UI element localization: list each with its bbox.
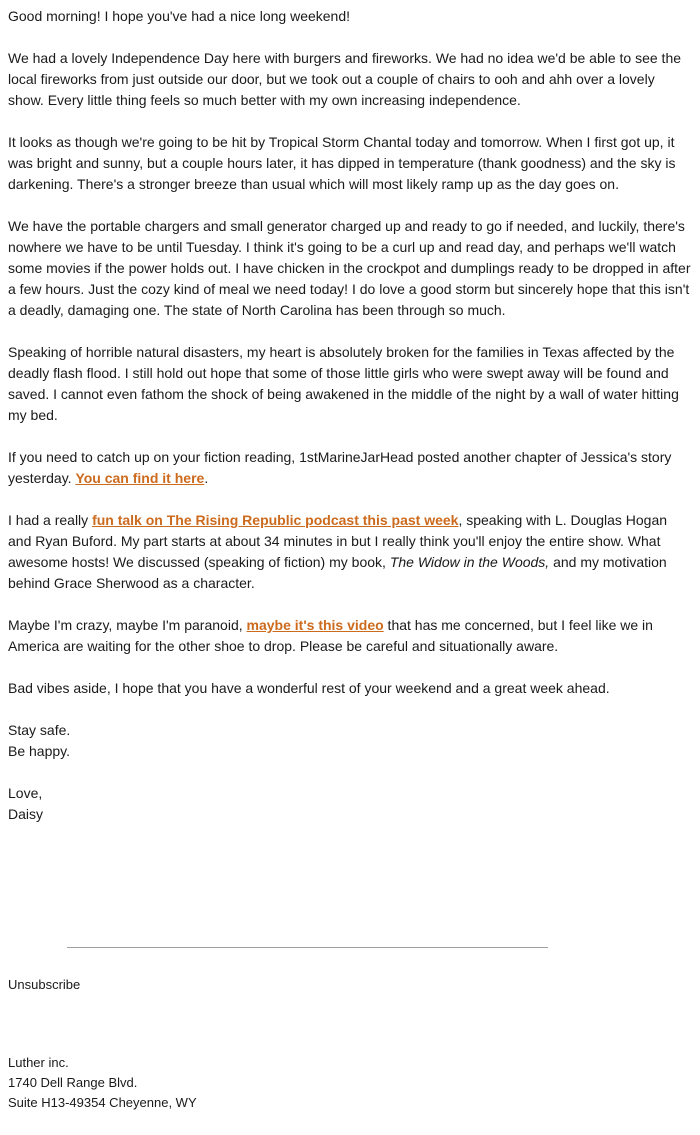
fiction-paragraph [8,447,692,489]
podcast-text-middle: , speaking with L. Douglas Hogan and Ryan Buford. My part starts at about 34 minutes in but I really think you'll enjoy the entire show. What awesome hosts! We discussed (speaking of fiction) my book, [8,512,668,570]
signoff-line-1: Stay safe. [8,722,71,738]
fiction-text: If you need to catch up on your fiction reading, 1stMarineJarHead posted another chapter of Jessica's story yesterday. [8,449,672,486]
fiction-text-end: . [204,470,209,486]
footer-divider [67,947,548,948]
video-paragraph [8,615,692,657]
podcast-link[interactable]: fun talk on The Rising Republic podcast this past week [92,512,459,528]
signoff-line-2: Be happy. [8,743,71,759]
book-title: The Widow in the Woods, [389,554,550,570]
podcast-paragraph [8,510,692,594]
email-body [8,6,692,825]
video-text-end: that has me concerned, but I feel like we in America are waiting for the other shoe to drop. Please be careful and situationally aware. [8,617,653,654]
fireworks-paragraph: We had a lovely Independence Day here with burgers and fireworks. We had no idea we'd be able to see the local fireworks from just outside our door, but we took out a couple of chairs to ooh and ahh over a lovely show. Every little thing feels so much better with my own increasing independence. [8,50,682,108]
wishes-paragraph: Bad vibes aside, I hope that you have a wonderful rest of your weekend and a great week ahead. [8,680,610,696]
unsubscribe-link[interactable]: Unsubscribe [8,977,81,992]
preparation-paragraph: We have the portable chargers and small generator charged up and ready to go if needed, and luckily, there's nowhere we have to be until Tuesday. I think it's going to be a curl up and read day, and perhaps we'll watch some movies if the power holds out. I have chicken in the crockpot and dumplings ready to be dropped in after a few hours. Just the cozy kind of meal we need today! I do love a good storm but sincerely hope that this isn't a deadly, damaging one. The state of North Carolina has been through so much. [8,218,691,318]
suite-city: Suite H13-49354 Cheyenne, WY [8,1095,197,1110]
fiction-chapter-link[interactable]: You can find it here [75,470,205,486]
video-link[interactable]: maybe it's this video [246,617,384,633]
greeting-paragraph: Good morning! I hope you've had a nice long weekend! [8,8,351,24]
podcast-text-end: and my motivation behind Grace Sherwood as a character. [8,554,667,591]
closing: Love, [8,785,43,801]
street-address: 1740 Dell Range Blvd. [8,1075,138,1090]
storm-paragraph: It looks as though we're going to be hit by Tropical Storm Chantal today and tomorrow. When I first got up, it was bright and sunny, but a couple hours later, it has dipped in temperature (thank goodness) and the sky is darkening. There's a stronger breeze than usual which will most likely ramp up as the day goes on. [8,134,676,192]
texas-flood-paragraph: Speaking of horrible natural disasters, my heart is absolutely broken for the families in Texas affected by the deadly flash flood. I still hold out hope that some of those little girls who were swept away will be found and saved. I cannot even fathom the shock of being awakened in the middle of the night by a wall of water hitting my bed. [8,344,679,423]
company-name: Luther inc. [8,1055,69,1070]
company-address [8,1053,197,1113]
video-text-start: Maybe I'm crazy, maybe I'm paranoid, [8,617,247,633]
podcast-text-start: I had a really [8,512,93,528]
signature: Daisy [8,806,44,822]
